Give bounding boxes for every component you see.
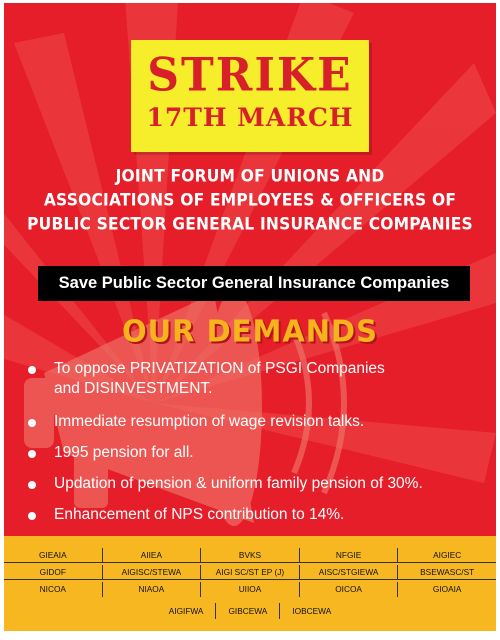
org-name: OICOA (299, 582, 398, 597)
demand-item (26, 412, 486, 432)
org-name: NFGIE (299, 548, 398, 563)
demand-item (26, 474, 486, 494)
org-row (4, 581, 496, 598)
demand-text: Enhancement of NPS contribution to 14%. (54, 506, 345, 523)
bullet-icon (28, 450, 36, 458)
bullet-icon (28, 366, 36, 374)
org-row (4, 564, 496, 581)
org-name: GIOAIA (397, 582, 496, 597)
org-name: AIGIEC (397, 548, 496, 563)
org-name: NICOA (39, 584, 66, 594)
org-name: UIIOA (200, 582, 299, 597)
demands-list (26, 359, 486, 536)
bullet-icon (28, 481, 36, 489)
org-name: AIGISC/STEWA (102, 565, 201, 580)
org-name: IOBCEWA (279, 603, 343, 619)
org-name: GIDOF (4, 565, 102, 580)
org-name: BVKS (200, 548, 299, 563)
slogan-banner: Save Public Sector General Insurance Companies (38, 266, 470, 301)
demand-text: 1995 pension for all. (54, 444, 194, 461)
demand-text: Immediate resumption of wage revision talks. (54, 413, 365, 430)
org-name: AIGI SC/ST EP (J) (200, 565, 299, 580)
demand-item (26, 505, 486, 525)
demand-text-cont: and DISINVESTMENT. (54, 380, 213, 397)
forum-heading (4, 164, 496, 236)
strike-banner (131, 40, 369, 152)
org-name: BSEWASC/ST (397, 565, 496, 580)
org-name: AIGIFWA (168, 606, 204, 616)
organizations-panel (4, 536, 496, 631)
org-last-row (4, 603, 496, 619)
forum-line-1: JOINT FORUM OF UNIONS AND (115, 166, 385, 186)
demand-item (26, 443, 486, 463)
bullet-icon (28, 419, 36, 427)
demands-title: OUR DEMANDS (121, 313, 379, 349)
org-row (4, 547, 496, 564)
strike-title: STRIKE (147, 48, 353, 103)
organizations-grid (4, 547, 496, 598)
org-name: GIEAIA (4, 548, 102, 563)
org-name: AIIEA (102, 548, 201, 563)
strike-date: 17TH MARCH (146, 103, 354, 132)
demand-text: To oppose PRIVATIZATION of PSGI Companies (54, 360, 385, 377)
forum-line-2: ASSOCIATIONS OF EMPLOYEES & OFFICERS OF (43, 190, 457, 210)
forum-line-3: PUBLIC SECTOR GENERAL INSURANCE COMPANIES (27, 214, 473, 234)
org-name: GIBCEWA (215, 603, 279, 619)
demand-text: Updation of pension & uniform family pension of 30%. (54, 475, 423, 492)
demand-item (26, 359, 486, 399)
org-name: NIAOA (102, 582, 201, 597)
org-name: AISC/STGIEWA (299, 565, 398, 580)
bullet-icon (28, 512, 36, 520)
red-background (4, 3, 496, 536)
